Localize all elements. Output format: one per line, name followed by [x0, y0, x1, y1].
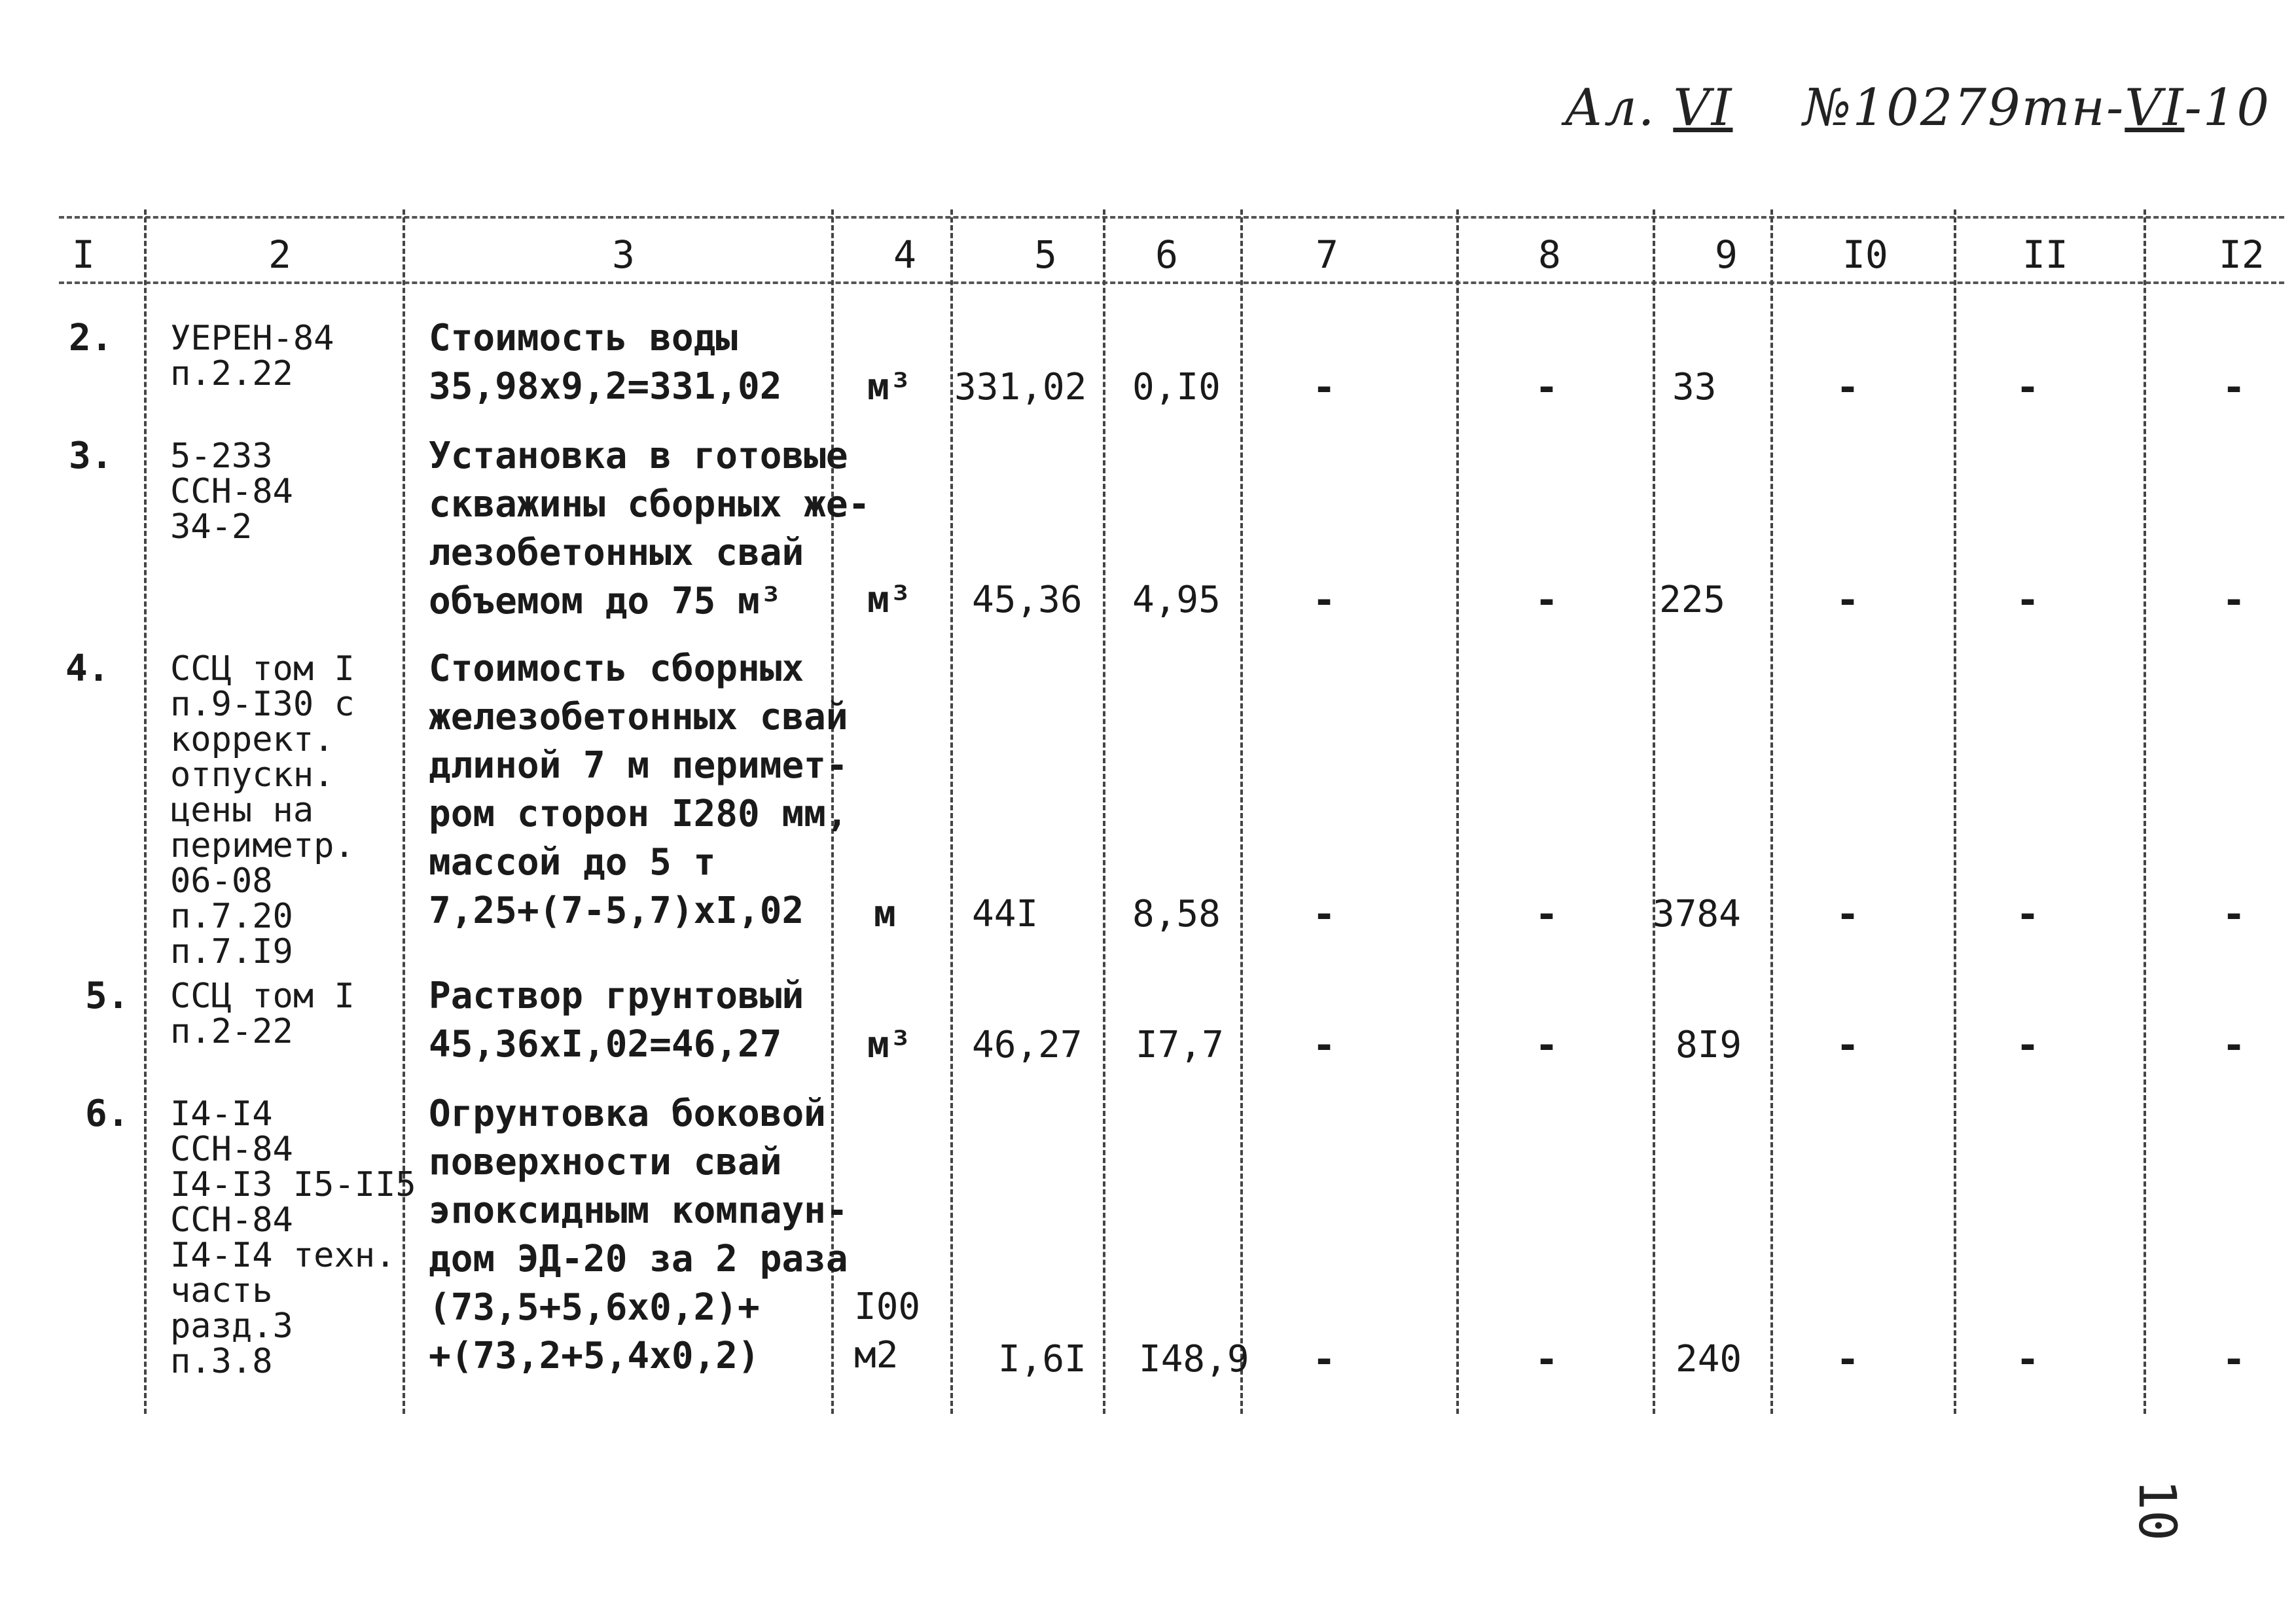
row-total: 33 — [1672, 366, 1717, 408]
row-col7: - — [1312, 1337, 1336, 1382]
row-number: 4. — [65, 647, 110, 690]
row-quantity: 44I — [972, 893, 1039, 935]
row-col12: - — [2222, 365, 2246, 410]
row-col10: - — [1836, 365, 1860, 410]
row-unit: I00 м2 — [854, 1286, 921, 1377]
row-col12: - — [2222, 577, 2246, 623]
row-col8: - — [1535, 892, 1559, 937]
column-divider — [2144, 209, 2146, 1414]
column-header-6: 6 — [1155, 232, 1178, 277]
row-col11: - — [2016, 365, 2040, 410]
row-total: 240 — [1676, 1338, 1742, 1380]
column-header-5: 5 — [1034, 232, 1057, 277]
row-reference: 5-233 ССН-84 34-2 — [170, 437, 293, 547]
row-col8: - — [1535, 1337, 1559, 1382]
row-unit-price: 4,95 — [1132, 579, 1221, 621]
column-header-1: I — [72, 232, 95, 277]
column-header-8: 8 — [1538, 232, 1561, 277]
page-number: 10 — [2127, 1479, 2186, 1541]
row-col8: - — [1535, 1022, 1559, 1068]
column-divider — [1954, 209, 1956, 1414]
row-total: 225 — [1659, 579, 1726, 621]
header-top-rule — [59, 216, 2284, 219]
row-reference: I4-I4 ССН-84 I4-I3 I5-II5 ССН-84 I4-I4 техн. часть разд.3 п.3.8 — [170, 1094, 416, 1381]
row-total: 8I9 — [1676, 1024, 1742, 1066]
column-header-9: 9 — [1715, 232, 1738, 277]
row-unit: м³ — [867, 1024, 912, 1066]
column-divider — [1456, 209, 1459, 1414]
column-divider — [144, 209, 147, 1414]
row-col7: - — [1312, 1022, 1336, 1068]
row-unit: м — [874, 893, 896, 935]
row-unit-price: 0,I0 — [1132, 366, 1221, 408]
row-col10: - — [1836, 577, 1860, 623]
note-code: №10279тн- — [1803, 79, 2125, 137]
row-unit-price: I48,9 — [1139, 1338, 1249, 1380]
row-description: Стоимость воды 35,98x9,2=331,02 — [429, 317, 782, 408]
row-col12: - — [2222, 1337, 2246, 1382]
row-col8: - — [1535, 577, 1559, 623]
note-roman: VI — [1673, 79, 1733, 137]
row-description: Стоимость сборных железобетонных свай длиной 7 м перимет- ром сторон I280 мм, массой до 5 т 7,25+(7-5,7)xI,02 — [429, 647, 848, 932]
row-unit: м³ — [867, 366, 912, 408]
row-reference: ССЦ том I п.9-I30 с коррект. отпускн. цены на периметр. 06-08 п.7.20 п.7.I9 — [170, 649, 355, 971]
column-header-3: 3 — [612, 232, 635, 277]
row-col10: - — [1836, 1337, 1860, 1382]
row-col10: - — [1836, 892, 1860, 937]
row-col12: - — [2222, 892, 2246, 937]
column-divider — [1240, 209, 1243, 1414]
row-col11: - — [2016, 1337, 2040, 1382]
row-description: Установка в готовые скважины сборных же- лезобетонных свай объемом до 75 м³ — [429, 435, 870, 623]
row-quantity: 45,36 — [972, 579, 1083, 621]
column-header-2: 2 — [268, 232, 291, 277]
column-divider — [950, 209, 953, 1414]
note-suffix-underlined: VI — [2125, 79, 2185, 137]
row-col7: - — [1312, 892, 1336, 937]
row-unit-price: 8,58 — [1132, 893, 1221, 935]
row-reference: ССЦ том I п.2-22 — [170, 977, 355, 1051]
handwritten-doc-code — [1564, 79, 2270, 137]
note-prefix: Ал. — [1564, 79, 1656, 137]
row-col8: - — [1535, 365, 1559, 410]
header-bottom-rule — [59, 281, 2284, 284]
row-unit-price: I7,7 — [1136, 1024, 1224, 1066]
row-number: 6. — [85, 1092, 130, 1135]
row-col11: - — [2016, 577, 2040, 623]
row-description: Раствор грунтовый 45,36xI,02=46,27 — [429, 975, 804, 1066]
column-divider — [1103, 209, 1105, 1414]
column-header-10: I0 — [1842, 232, 1888, 277]
row-col10: - — [1836, 1022, 1860, 1068]
row-col11: - — [2016, 892, 2040, 937]
column-divider — [1653, 209, 1655, 1414]
row-number: 2. — [69, 317, 113, 359]
column-header-12: I2 — [2219, 232, 2265, 277]
row-quantity: 331,02 — [954, 366, 1087, 408]
row-col11: - — [2016, 1022, 2040, 1068]
row-col7: - — [1312, 365, 1336, 410]
column-header-7: 7 — [1316, 232, 1338, 277]
column-header-4: 4 — [893, 232, 916, 277]
row-reference: УЕРЕН-84 п.2.22 — [170, 319, 334, 393]
row-unit: м³ — [867, 579, 912, 621]
column-header-11: II — [2022, 232, 2068, 277]
row-number: 3. — [69, 435, 113, 477]
note-suffix: -10 — [2184, 79, 2271, 137]
row-total: 3784 — [1653, 893, 1741, 935]
row-description: Огрунтовка боковой поверхности свай эпоксидным компаун- дом ЭД-20 за 2 раза (73,5+5,6x0,2)+ +(73,2+5,4x0,2) — [429, 1092, 848, 1377]
row-number: 5. — [85, 975, 130, 1017]
column-divider — [1770, 209, 1773, 1414]
row-col12: - — [2222, 1022, 2246, 1068]
row-quantity: I,6I — [998, 1338, 1086, 1380]
row-col7: - — [1312, 577, 1336, 623]
row-quantity: 46,27 — [972, 1024, 1083, 1066]
